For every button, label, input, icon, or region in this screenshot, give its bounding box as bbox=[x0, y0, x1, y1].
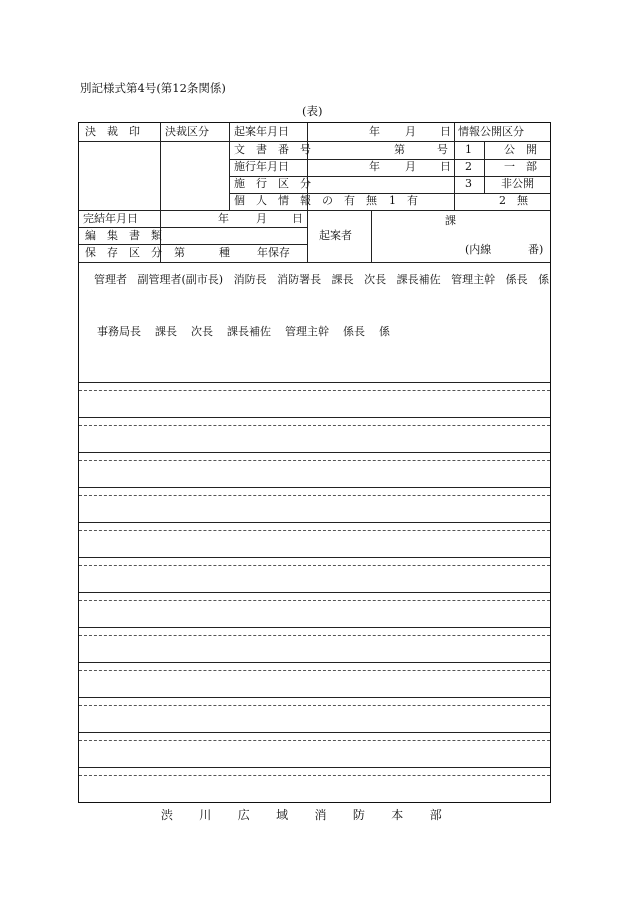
kokai-label-3: 非公開 bbox=[501, 177, 534, 190]
form-title: 別記様式第4号(第12条関係) bbox=[80, 81, 226, 95]
approval-row-1 bbox=[94, 271, 549, 287]
document-frame bbox=[78, 122, 551, 803]
label-shiko-date: 施行年月日 bbox=[234, 160, 289, 173]
label-shiko-kubun: 施 行 区 分 bbox=[234, 177, 311, 190]
shiko-tsuki: 月 bbox=[405, 160, 416, 173]
hozon-dai: 第 bbox=[174, 246, 185, 259]
kokai-num-3: 3 bbox=[465, 177, 472, 190]
label-kessai-kubun: 決裁区分 bbox=[165, 125, 209, 138]
label-kiansha: 起案者 bbox=[319, 229, 352, 242]
hozon-nen-hozon: 年保存 bbox=[257, 246, 290, 259]
bango-go: 号 bbox=[437, 143, 448, 156]
role-kakaricho: 係長 bbox=[505, 273, 528, 286]
label-bunsho-bango: 文 書 番 号 bbox=[234, 143, 311, 156]
label-joho-kokai-kubun: 情報公開区分 bbox=[458, 125, 524, 138]
role-fuku-kanrisha: 副管理者(副市長) bbox=[137, 273, 224, 286]
label-hozon-kubun: 保 存 区 分 bbox=[85, 246, 162, 259]
shiko-hi: 日 bbox=[440, 160, 451, 173]
label-kian-date: 起案年月日 bbox=[234, 125, 289, 138]
role-kacho-hosa: 課長補佐 bbox=[396, 273, 441, 286]
role-kakaricho-2: 係長 bbox=[343, 325, 365, 338]
role-kacho-2: 課長 bbox=[155, 325, 177, 338]
role-kanri-shukan-2: 管理主幹 bbox=[285, 325, 329, 338]
role-kanri-shukan: 管理主幹 bbox=[451, 273, 496, 286]
role-shoboshocho: 消防署長 bbox=[277, 273, 322, 286]
kokai-num-2: 2 bbox=[465, 160, 472, 173]
footer-organization: 渋川広域消防本部 bbox=[160, 808, 469, 822]
kokai-num-1: 1 bbox=[465, 143, 472, 156]
hozon-shu: 種 bbox=[219, 246, 230, 259]
label-ka: 課 bbox=[445, 214, 456, 227]
shiko-nen: 年 bbox=[369, 160, 380, 173]
side-label: (表) bbox=[302, 104, 323, 118]
approval-row-2 bbox=[97, 323, 390, 339]
kokai-label-1: 公 開 bbox=[504, 143, 537, 156]
kian-hi: 日 bbox=[440, 125, 451, 138]
role-jicho-2: 次長 bbox=[191, 325, 213, 338]
label-kessai-in: 決 裁 印 bbox=[85, 125, 140, 138]
kanketsu-tsuki: 月 bbox=[256, 212, 267, 225]
role-kacho: 課長 bbox=[331, 273, 354, 286]
bango-dai: 第 bbox=[394, 143, 405, 156]
role-jimukyokucho: 事務局長 bbox=[97, 325, 141, 338]
role-kakari-2: 係 bbox=[379, 325, 390, 338]
naisen-open: (内線 bbox=[465, 243, 492, 256]
role-kacho-hosa-2: 課長補佐 bbox=[227, 325, 271, 338]
kanketsu-hi: 日 bbox=[292, 212, 303, 225]
kojin-opt-1: 1 有 bbox=[389, 194, 418, 207]
kokai-label-2: 一 部 bbox=[504, 160, 537, 173]
role-kakari: 係 bbox=[538, 273, 550, 286]
kian-tsuki: 月 bbox=[405, 125, 416, 138]
role-shobocho: 消防長 bbox=[233, 273, 267, 286]
kian-nen: 年 bbox=[369, 125, 380, 138]
label-kanketsu-date: 完結年月日 bbox=[83, 212, 138, 225]
naisen-close: 番) bbox=[528, 243, 544, 256]
role-jicho: 次長 bbox=[364, 273, 387, 286]
kojin-opt-2: 2 無 bbox=[499, 194, 528, 207]
label-kojin-joho: 個 人 情 報 の 有 無 bbox=[234, 194, 377, 207]
label-henshu-shorui: 編 集 書 類 bbox=[85, 229, 162, 242]
role-kanrisha: 管理者 bbox=[94, 273, 127, 286]
kanketsu-nen: 年 bbox=[218, 212, 229, 225]
